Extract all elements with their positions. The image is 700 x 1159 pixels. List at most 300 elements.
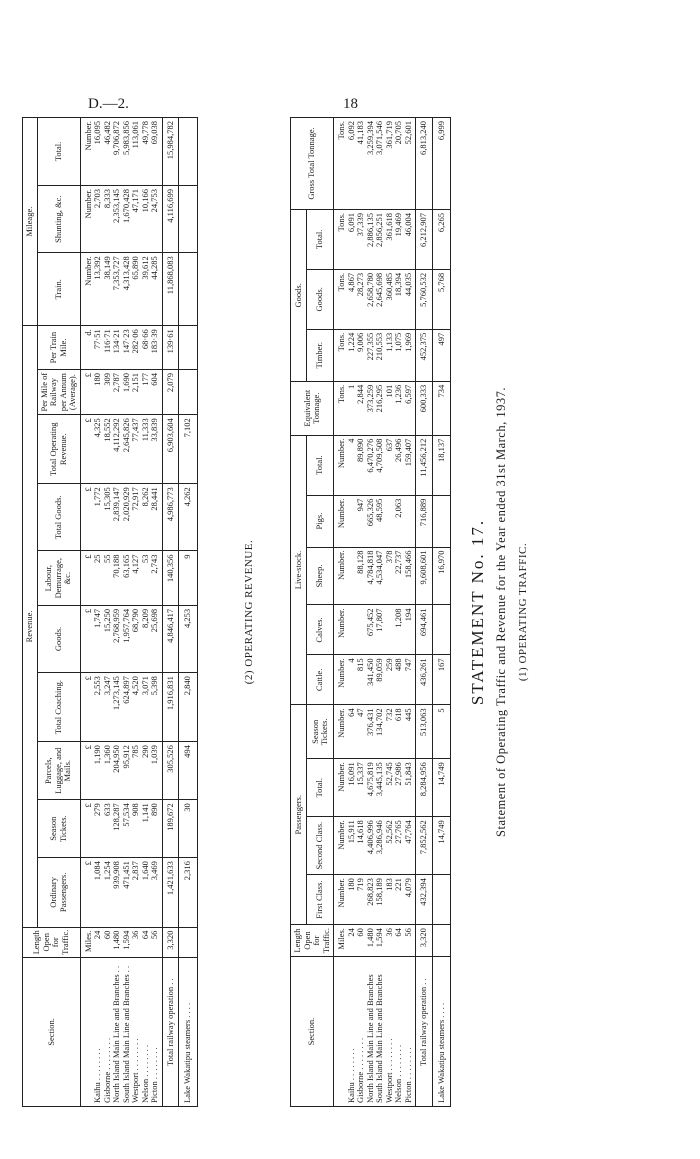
cell: 72,917 bbox=[131, 484, 141, 551]
col-total-goods: Total Goods. bbox=[37, 484, 80, 551]
col-total-coaching: Total Coaching. bbox=[37, 673, 80, 742]
row-label: Gisborne . . . . . . . . bbox=[356, 957, 366, 1107]
cell: 279 bbox=[93, 800, 103, 858]
col-train: Train. bbox=[37, 253, 80, 326]
row-label: Picton . . . . . . . . bbox=[150, 957, 160, 1106]
cell: 147·23 bbox=[122, 326, 132, 370]
cell: 10,166 bbox=[141, 186, 151, 253]
cell: 15,337 bbox=[356, 759, 366, 817]
cell: 360,485 bbox=[385, 269, 395, 329]
cell: 227,355 bbox=[366, 329, 376, 381]
cell: 1,190 bbox=[93, 742, 103, 800]
row-label: Gisborne . . . . . . . . bbox=[103, 957, 113, 1106]
rotated-statement bbox=[20, 112, 660, 1112]
cell: 1 bbox=[347, 381, 357, 435]
cell: 36 bbox=[385, 925, 395, 957]
cell: 747 bbox=[404, 655, 414, 705]
row-label: South Island Main Line and Branches bbox=[375, 957, 385, 1107]
cell: 88,128 bbox=[356, 547, 366, 605]
cell: 221 bbox=[394, 875, 404, 925]
cell: 134,702 bbox=[375, 705, 385, 759]
cell: 305,526 bbox=[162, 742, 179, 800]
cell: 8,284,956 bbox=[416, 759, 433, 817]
operating-traffic-heading: (1) OPERATING TRAFFIC. bbox=[517, 542, 529, 682]
cell: 939,908 bbox=[112, 858, 122, 928]
cell: 600,333 bbox=[416, 381, 433, 435]
cell: 513,063 bbox=[416, 705, 433, 759]
cell: 890 bbox=[150, 800, 160, 858]
cell: 1,084 bbox=[93, 858, 103, 928]
cell: 216,295 bbox=[375, 381, 385, 435]
cell: 46,004 bbox=[404, 209, 414, 269]
cell: 134·21 bbox=[112, 326, 122, 370]
cell: £ bbox=[80, 605, 93, 672]
cell: 4,253 bbox=[179, 605, 198, 672]
cell: 445 bbox=[404, 705, 414, 759]
cell: 63,165 bbox=[122, 551, 132, 605]
cell: 64 bbox=[394, 925, 404, 957]
cell: 139·61 bbox=[162, 326, 179, 370]
table-row bbox=[347, 118, 357, 1107]
cell: 2,787 bbox=[112, 370, 122, 415]
cell: 25,698 bbox=[150, 605, 160, 672]
cell: 38,149 bbox=[103, 253, 113, 326]
wakatipu-row bbox=[432, 118, 451, 1107]
cell: 4,867 bbox=[347, 269, 357, 329]
cell: 1,075 bbox=[394, 329, 404, 381]
cell: 18,137 bbox=[432, 435, 451, 495]
cell: 14,618 bbox=[356, 817, 366, 875]
cell: 11,333 bbox=[141, 415, 151, 484]
cell: 6,903,604 bbox=[162, 415, 179, 484]
row-label: Picton . . . . . . . . bbox=[404, 957, 414, 1107]
cell: 9,608,601 bbox=[416, 547, 433, 605]
cell: 68·66 bbox=[141, 326, 151, 370]
cell: 37,339 bbox=[356, 209, 366, 269]
cell: 27,765 bbox=[394, 817, 404, 875]
cell: 361,618 bbox=[385, 209, 395, 269]
cell: 3,071 bbox=[141, 673, 151, 742]
cell: 24 bbox=[93, 927, 103, 957]
cell: 14,749 bbox=[432, 759, 451, 817]
cell: £ bbox=[80, 800, 93, 858]
col-per-mile: Per Mile of Railway per Annum (Average). bbox=[37, 370, 80, 415]
cell: 3,320 bbox=[162, 927, 179, 957]
cell: 14,749 bbox=[432, 817, 451, 875]
cell: 6,813,240 bbox=[416, 118, 433, 210]
cell: 11,456,212 bbox=[416, 435, 433, 495]
col-passengers-total: Total. bbox=[307, 759, 334, 817]
cell: 2,886,135 bbox=[366, 209, 376, 269]
cell: Number. bbox=[334, 435, 347, 495]
cell: 947 bbox=[356, 495, 366, 547]
cell: 3,259,394 bbox=[366, 118, 376, 210]
cell: 46,482 bbox=[103, 118, 113, 186]
cell bbox=[179, 326, 198, 370]
col-length: Length Open for Traffic. bbox=[291, 925, 334, 957]
cell: 11,868,083 bbox=[162, 253, 179, 326]
cell: 1,690 bbox=[122, 370, 132, 415]
page-number: 18 bbox=[343, 96, 358, 112]
cell: 4,313,428 bbox=[122, 253, 132, 326]
col-first-class: First Class. bbox=[307, 875, 334, 925]
rev-col-length: Length Open for Traffic. bbox=[23, 927, 81, 957]
cell: 1,224 bbox=[347, 329, 357, 381]
cell: 675,452 bbox=[366, 605, 376, 655]
cell: 1,133 bbox=[385, 329, 395, 381]
cell: 4,406,996 bbox=[366, 817, 376, 875]
cell bbox=[432, 875, 451, 925]
cell: 47,764 bbox=[404, 817, 414, 875]
cell: 194 bbox=[404, 605, 414, 655]
table-row bbox=[375, 118, 385, 1107]
cell: 1,480 bbox=[112, 927, 122, 957]
cell: 4,127 bbox=[131, 551, 141, 605]
cell: 5,398 bbox=[150, 673, 160, 742]
cell: 2,837 bbox=[131, 858, 141, 928]
cell: 77·51 bbox=[93, 326, 103, 370]
cell: 2,840 bbox=[179, 673, 198, 742]
cell: Number. bbox=[80, 118, 93, 186]
col-livestock-total: Total. bbox=[307, 435, 334, 495]
cell: 6,092 bbox=[347, 118, 357, 210]
cell: 2,645,826 bbox=[122, 415, 132, 484]
cell: 128,287 bbox=[112, 800, 122, 858]
cell: 44,285 bbox=[150, 253, 160, 326]
cell: 65,890 bbox=[131, 253, 141, 326]
cell: £ bbox=[80, 415, 93, 484]
cell: 26,496 bbox=[394, 435, 404, 495]
col-pigs: Pigs. bbox=[307, 495, 334, 547]
cell: 4,112,292 bbox=[112, 415, 122, 484]
cell: 8,262 bbox=[141, 484, 151, 551]
cell: 618 bbox=[394, 705, 404, 759]
group-mileage: Mileage. bbox=[23, 118, 38, 326]
cell: Number. bbox=[334, 655, 347, 705]
cell: Number. bbox=[334, 875, 347, 925]
cell: 24,753 bbox=[150, 186, 160, 253]
cell: 15,305 bbox=[103, 484, 113, 551]
cell bbox=[179, 186, 198, 253]
cell: 1,772 bbox=[93, 484, 103, 551]
cell: 1,421,633 bbox=[162, 858, 179, 928]
cell: 89,890 bbox=[356, 435, 366, 495]
cell: 2,316 bbox=[179, 858, 198, 928]
cell: 2,079 bbox=[162, 370, 179, 415]
cell: 2,839,147 bbox=[112, 484, 122, 551]
cell: 436,261 bbox=[416, 655, 433, 705]
col-shunting: Shunting, &c. bbox=[37, 186, 80, 253]
cell: 1,916,831 bbox=[162, 673, 179, 742]
table-row bbox=[150, 118, 160, 1107]
row-label: Lake Wakatipu steamers . . . . bbox=[179, 957, 198, 1106]
cell: 5,768 bbox=[432, 269, 451, 329]
cell: 4,262 bbox=[179, 484, 198, 551]
cell: 3,445,135 bbox=[375, 759, 385, 817]
cell: 22,737 bbox=[394, 547, 404, 605]
cell: 1,254 bbox=[103, 858, 113, 928]
cell: 908 bbox=[131, 800, 141, 858]
cell: 48,595 bbox=[375, 495, 385, 547]
group-passengers: Passengers. bbox=[291, 705, 307, 925]
col-parcels: Parcels, Luggage, and Mails. bbox=[37, 742, 80, 800]
cell: 4,675,819 bbox=[366, 759, 376, 817]
cell bbox=[347, 605, 357, 655]
cell: 28,273 bbox=[356, 269, 366, 329]
cell: 53 bbox=[141, 551, 151, 605]
cell: 282·06 bbox=[131, 326, 141, 370]
cell: 604 bbox=[150, 370, 160, 415]
group-goods: Goods. bbox=[291, 209, 307, 381]
col-total-operating-revenue: Total Operating Revenue. bbox=[37, 415, 80, 484]
col-goods-total: Total. bbox=[307, 209, 334, 269]
cell: 452,375 bbox=[416, 329, 433, 381]
col-ordinary-passengers: Ordinary Passengers. bbox=[37, 858, 80, 928]
cell: 1,273,145 bbox=[112, 673, 122, 742]
cell: 39,612 bbox=[141, 253, 151, 326]
cell: £ bbox=[80, 484, 93, 551]
cell: 290 bbox=[141, 742, 151, 800]
cell: 1,039 bbox=[150, 742, 160, 800]
cell: £ bbox=[80, 858, 93, 928]
cell: 2,743 bbox=[150, 551, 160, 605]
cell: 4 bbox=[347, 435, 357, 495]
cell: 7,353,727 bbox=[112, 253, 122, 326]
cell: 471,451 bbox=[122, 858, 132, 928]
cell: 6,091 bbox=[347, 209, 357, 269]
cell: 167 bbox=[432, 655, 451, 705]
cell: Miles. bbox=[80, 927, 93, 957]
cell: 494 bbox=[179, 742, 198, 800]
cell: 497 bbox=[432, 329, 451, 381]
cell: 3,469 bbox=[150, 858, 160, 928]
cell: 51,843 bbox=[404, 759, 414, 817]
col-equivalent-tonnage: Equivalent Tonnage. bbox=[291, 381, 334, 435]
cell: Tons. bbox=[334, 269, 347, 329]
cell: 361,719 bbox=[385, 118, 395, 210]
cell: 55 bbox=[103, 551, 113, 605]
row-label: Nelson . . . . . . . . bbox=[141, 957, 151, 1106]
cell: 60 bbox=[103, 927, 113, 957]
cell: 17,807 bbox=[375, 605, 385, 655]
cell: 47 bbox=[356, 705, 366, 759]
cell: 1,969 bbox=[404, 329, 414, 381]
cell: 378 bbox=[385, 547, 395, 605]
cell: 4,986,773 bbox=[162, 484, 179, 551]
cell bbox=[432, 605, 451, 655]
cell: 6,212,907 bbox=[416, 209, 433, 269]
row-label: Lake Wakatipu steamers . . . . bbox=[432, 957, 451, 1107]
col-section: Section. bbox=[291, 957, 334, 1107]
col-goods: Goods. bbox=[307, 269, 334, 329]
cell: 373,259 bbox=[366, 381, 376, 435]
col-mileage-total: Total. bbox=[37, 118, 80, 186]
cell: 77,437 bbox=[131, 415, 141, 484]
cell: 177 bbox=[141, 370, 151, 415]
cell: 6,999 bbox=[432, 118, 451, 210]
cell: Tons. bbox=[334, 209, 347, 269]
cell: 16,091 bbox=[347, 759, 357, 817]
cell: 2,063 bbox=[394, 495, 404, 547]
operating-traffic-table bbox=[290, 117, 451, 1107]
col-second-class: Second Class. bbox=[307, 817, 334, 875]
cell: Number. bbox=[80, 253, 93, 326]
col-cattle: Cattle. bbox=[307, 655, 334, 705]
total-row bbox=[162, 118, 179, 1107]
rev-col-section: Section. bbox=[23, 957, 81, 1106]
cell: 95,912 bbox=[122, 742, 132, 800]
cell: 2,658,780 bbox=[366, 269, 376, 329]
cell: 89,059 bbox=[375, 655, 385, 705]
cell: 9 bbox=[179, 551, 198, 605]
cell: 1,594 bbox=[122, 927, 132, 957]
cell: 183 bbox=[385, 875, 395, 925]
row-label: Westport . . . . . . . . bbox=[131, 957, 141, 1106]
cell: 28,441 bbox=[150, 484, 160, 551]
cell: 57,534 bbox=[122, 800, 132, 858]
cell: 52,745 bbox=[385, 759, 395, 817]
row-label: Westport . . . . . . . . bbox=[385, 957, 395, 1107]
col-season-tickets: Season Tickets. bbox=[307, 705, 334, 759]
cell: 15,984,782 bbox=[162, 118, 179, 186]
cell: 180 bbox=[347, 875, 357, 925]
cell: 20,705 bbox=[394, 118, 404, 210]
cell: 2,703 bbox=[93, 186, 103, 253]
cell: 734 bbox=[432, 381, 451, 435]
cell: 158,466 bbox=[404, 547, 414, 605]
cell: 2,151 bbox=[131, 370, 141, 415]
cell: 1,747 bbox=[93, 605, 103, 672]
cell: 64 bbox=[141, 927, 151, 957]
cell: 694,461 bbox=[416, 605, 433, 655]
row-label bbox=[334, 957, 347, 1107]
cell bbox=[404, 495, 414, 547]
cell: 259 bbox=[385, 655, 395, 705]
operating-revenue-table bbox=[22, 117, 198, 1107]
cell: 4,846,417 bbox=[162, 605, 179, 672]
rev-col-goods: Goods. bbox=[37, 605, 80, 672]
cell: 2,020,929 bbox=[122, 484, 132, 551]
cell: 159,407 bbox=[404, 435, 414, 495]
cell bbox=[432, 925, 451, 957]
cell: 4,784,818 bbox=[366, 547, 376, 605]
cell: 6,470,276 bbox=[366, 435, 376, 495]
cell: 3,071,546 bbox=[375, 118, 385, 210]
cell: 4,325 bbox=[93, 415, 103, 484]
cell: 1,141 bbox=[141, 800, 151, 858]
cell: 101 bbox=[385, 381, 395, 435]
cell: Miles. bbox=[334, 925, 347, 957]
cell: 1,480 bbox=[366, 925, 376, 957]
cell: 9,706,872 bbox=[112, 118, 122, 186]
cell: 488 bbox=[394, 655, 404, 705]
cell: 309 bbox=[103, 370, 113, 415]
units-row bbox=[334, 118, 347, 1107]
cell: 158,189 bbox=[375, 875, 385, 925]
cell: Number. bbox=[334, 605, 347, 655]
cell: 6,265 bbox=[432, 209, 451, 269]
table-row bbox=[404, 118, 414, 1107]
cell: 7,852,562 bbox=[416, 817, 433, 875]
cell: 44,035 bbox=[404, 269, 414, 329]
document-reference: D.—2. bbox=[88, 96, 129, 112]
cell: 1,957,764 bbox=[122, 605, 132, 672]
cell: 815 bbox=[356, 655, 366, 705]
cell: 68,790 bbox=[131, 605, 141, 672]
cell: 33,839 bbox=[150, 415, 160, 484]
cell: 52,562 bbox=[385, 817, 395, 875]
cell: 56 bbox=[404, 925, 414, 957]
cell: 24 bbox=[347, 925, 357, 957]
wakatipu-row bbox=[179, 118, 198, 1107]
cell bbox=[179, 927, 198, 957]
cell: 4,520 bbox=[131, 673, 141, 742]
cell bbox=[179, 370, 198, 415]
row-label: North Island Main Line and Branches . . bbox=[112, 957, 122, 1106]
cell: 665,326 bbox=[366, 495, 376, 547]
cell: 36 bbox=[131, 927, 141, 957]
cell: 2,844 bbox=[356, 381, 366, 435]
cell: 2,645,698 bbox=[375, 269, 385, 329]
cell: 2,768,959 bbox=[112, 605, 122, 672]
cell: 2,353,145 bbox=[112, 186, 122, 253]
cell: 341,450 bbox=[366, 655, 376, 705]
cell: 18,552 bbox=[103, 415, 113, 484]
cell: 70,188 bbox=[112, 551, 122, 605]
cell: 16,095 bbox=[93, 118, 103, 186]
col-per-train-mile: Per Train Mile. bbox=[37, 326, 80, 370]
cell bbox=[432, 495, 451, 547]
cell: 18,394 bbox=[394, 269, 404, 329]
cell: £ bbox=[80, 742, 93, 800]
cell: 8,209 bbox=[141, 605, 151, 672]
cell: 180 bbox=[93, 370, 103, 415]
cell: 16,970 bbox=[432, 547, 451, 605]
cell: 5,983,856 bbox=[122, 118, 132, 186]
cell: d. bbox=[80, 326, 93, 370]
col-labour: Labour, Demurrage, &c. bbox=[37, 551, 80, 605]
row-label: Kaihu . . . . . . . . bbox=[347, 957, 357, 1107]
cell: 189,672 bbox=[162, 800, 179, 858]
cell: 4,116,699 bbox=[162, 186, 179, 253]
cell: Tons. bbox=[334, 118, 347, 210]
cell: Number. bbox=[334, 817, 347, 875]
col-timber: Timber. bbox=[307, 329, 334, 381]
cell: 1,208 bbox=[394, 605, 404, 655]
cell: 64 bbox=[347, 705, 357, 759]
col-gross-tonnage: Gross Total Tonnage. bbox=[291, 118, 334, 210]
cell: 113,061 bbox=[131, 118, 141, 186]
row-label: Nelson . . . . . . . . bbox=[394, 957, 404, 1107]
group-revenue: Revenue. bbox=[23, 326, 38, 927]
cell: 4 bbox=[347, 655, 357, 705]
cell: £ bbox=[80, 370, 93, 415]
cell: 9,006 bbox=[356, 329, 366, 381]
cell: 3,286,946 bbox=[375, 817, 385, 875]
cell: 183·39 bbox=[150, 326, 160, 370]
cell: 25 bbox=[93, 551, 103, 605]
cell bbox=[179, 253, 198, 326]
cell: Tons. bbox=[334, 329, 347, 381]
cell: 204,950 bbox=[112, 742, 122, 800]
statement-title: STATEMENT No. 17. bbox=[468, 518, 487, 706]
rev-col-season-tickets: Season Tickets. bbox=[37, 800, 80, 858]
cell: 27,986 bbox=[394, 759, 404, 817]
cell: 4,079 bbox=[404, 875, 414, 925]
cell: 1,594 bbox=[375, 925, 385, 957]
cell: Number. bbox=[334, 759, 347, 817]
cell: 732 bbox=[385, 705, 395, 759]
